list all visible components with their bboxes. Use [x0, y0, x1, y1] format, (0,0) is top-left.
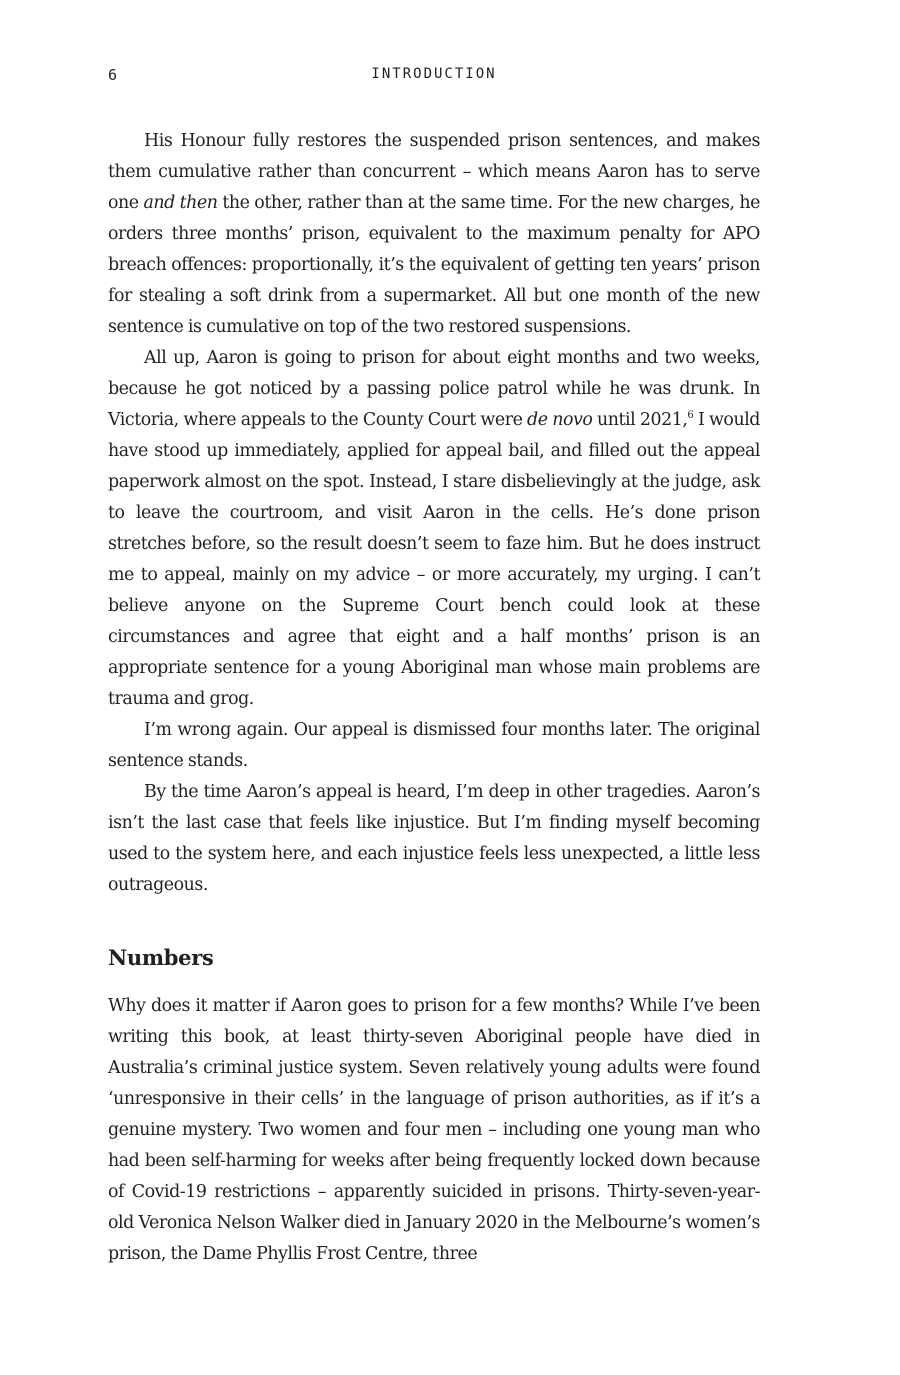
section-heading: Numbers — [108, 945, 214, 970]
paragraph-2-emphasis: de novo — [527, 410, 593, 430]
page-header — [108, 66, 760, 88]
paragraph-1 — [108, 126, 760, 343]
paragraph-2-text-c: I would have stood up immediately, applied for appeal bail, and filled out the appeal paperwork almost on the spot. Instead, I stare disbelievingly at the judge, ask to leave the courtroom, and visit Aaron in the cells. He’s done prison stretches before, so the result doesn’t seem to faze him. But he does instruct me to appeal, mainly on my advice – or more accurately, my urging. I can’t believe anyone on the Supreme Court bench could look at these circumstances and agree that eight and a half months’ prison is an appropriate sentence for a young Aboriginal man whose main problems are trauma and grog. — [108, 410, 760, 709]
page-number: 6 — [108, 66, 118, 84]
footnote-marker-6[interactable]: 6 — [687, 410, 694, 421]
paragraph-2-text-a: All up, Aaron is going to prison for about eight months and two weeks, because he got noticed by a passing police patrol while he was drunk. In Victoria, where appeals to the County Court were — [108, 348, 760, 430]
paragraph-1-emphasis: and then — [143, 193, 218, 213]
section-paragraph-1: Why does it matter if Aaron goes to prison for a few months? While I’ve been writing this book, at least thirty-seven Aboriginal people have died in Australia’s criminal justice system. Seven relatively young adults were found ‘unresponsive in their cells’ in the language of prison authorities, as if it’s a genuine mystery. Two women and four men – including one young man who had been self-harming for weeks after being frequently locked down because of Covid-19 restrictions – apparently suicided in prisons. Thirty-seven-year-old Veronica Nelson Walker died in January 2020 in the Melbourne’s women’s prison, the Dame Phyllis Frost Centre, three — [108, 996, 760, 1264]
paragraph-1-text-a: His Honour fully restores the suspended prison sentences, and makes them cumulative rather than concurrent – which means Aaron has to serve one — [108, 131, 760, 213]
running-head: INTRODUCTION — [371, 66, 497, 82]
paragraph-2-text-b: until 2021, — [592, 410, 688, 430]
paragraph-3: I’m wrong again. Our appeal is dismissed four months later. The original sentence stands. — [108, 720, 760, 771]
body-text — [108, 126, 760, 1270]
paragraph-1-text-b: the other, rather than at the same time. For the new charges, he orders three months’ prison, equivalent to the maximum penalty for APO breach offences: proportionally, it’s the equivalent of getting ten years’ prison for stealing a soft drink from a supermarket. All but one month of the new sentence is cumulative on top of the two restored suspensions. — [108, 193, 760, 337]
paragraph-2 — [108, 343, 760, 715]
paragraph-4: By the time Aaron’s appeal is heard, I’m deep in other tragedies. Aaron’s isn’t the last case that feels like injustice. But I’m finding myself becoming used to the system here, and each injustice feels less unexpected, a little less outrageous. — [108, 782, 760, 895]
